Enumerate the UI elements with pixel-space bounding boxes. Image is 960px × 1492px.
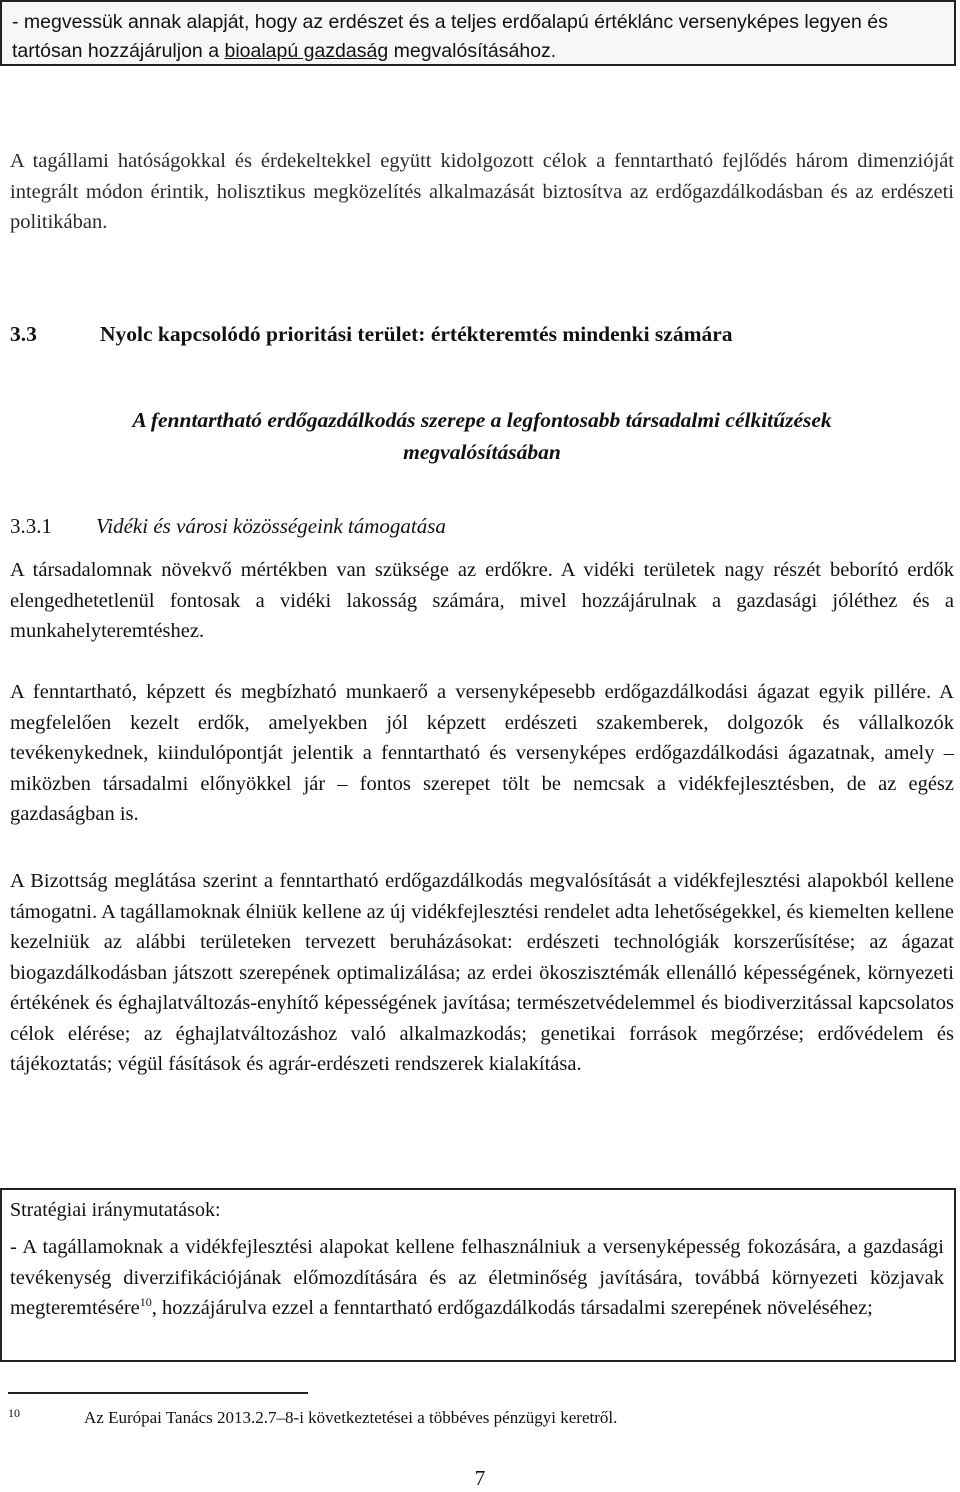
footnote-reference: 10 [139, 1295, 152, 1310]
paragraph-3: A Bizottság meglátása szerint a fenntartható erdőgazdálkodás megvalósítását a vidékfejlesztési alapokból kellene támogatni. A tagállamoknak élniük kellene az új vidékfejlesztési rendelet adta lehetőségekkel, és kiemelten kellene kezelniük az alábbi területeken tervezett beruházásokat: erdészeti technológiák korszerűsítése; az ágazat biogazdálkodásban játszott szerepének optimalizálása; az erdei ökoszisztémák ellenálló képességének, környezeti értékének és éghajlatváltozás-enyhítő képességének javítása; természetvédelemmel és biodiverzitással kapcsolatos célok elérése; az éghajlatváltozáshoz való alkalmazkodás; genetikai források megőrzése; erdővédelem és tájékoztatás; végül fásítások és agrár-erdészeti rendszerek kialakítása. [10, 870, 954, 1075]
subtitle [10, 404, 954, 468]
intro-paragraph: A tagállami hatóságokkal és érdekeltekkel együtt kidolgozott célok a fenntartható fejlődés három dimenzióját integrált módon érintik, holisztikus megközelítés alkalmazását biztosítva az erdőgazdálkodásban és az erdészeti politikában. [10, 150, 954, 233]
footnote-mark: 10 [8, 1406, 20, 1420]
box-line-1: - megvessük annak alapját, hogy az erdészet és a teljes erdőalapú értéklánc versenyképes legyen és [12, 11, 888, 33]
footnote-separator [8, 1392, 308, 1394]
highlighted-text-box [0, 0, 956, 66]
bioeconomy-underlined: bioalapú gazdaság [224, 40, 389, 62]
box-line-2-text: tartósan hozzájáruljon a [12, 40, 225, 62]
subsection-title: Vidéki és városi közösségeink támogatása [96, 514, 446, 538]
section-heading [10, 322, 954, 347]
strategy-bullet-end: , hozzájárulva ezzel a fenntartható erdőgazdálkodás társadalmi szerepének növeléséhez; [151, 1297, 873, 1319]
paragraph-1: A társadalomnak növekvő mértékben van szüksége az erdőkre. A vidéki területek nagy részét beborító erdők elengedhetetlenül fontosak a vidéki lakosság számára, mivel hozzájárulnak a gazdasági jóléthez és a munkahelyteremtéshez. [10, 559, 954, 642]
section-title: Nyolc kapcsolódó prioritási terület: értékteremtés mindenki számára [100, 322, 733, 346]
box-line-2 [12, 37, 944, 66]
page-number: 7 [474, 1466, 486, 1490]
paragraph-2: A fenntartható, képzett és megbízható munkaerő a versenyképesebb erdőgazdálkodási ágazat egyik pillére. A megfelelően kezelt erdők, amelyekben jól képzett erdészeti szakemberek, dolgozók és vállalkozók tevékenykednek, kiindulópontját jelentik a fenntartható és versenyképes erdőgazdálkodási ágazatnak, amely – miközben társadalmi előnyökkel jár – fontos szerepet tölt be nemcsak a vidékfejlesztésben, de az egész gazdaságban is. [10, 681, 954, 825]
section-number: 3.3 [10, 322, 37, 346]
box-line-2-end: megvalósításához. [388, 40, 557, 62]
strategy-bullet-text: - A tagállamoknak a vidékfejlesztési alapokat kellene felhasználniuk a versenyképesség fokozására, a gazdasági tevékenység diverzifikációjának előmozdítására és az életminőség javítására, továbbá környezeti közjavak megteremtésére [10, 1236, 944, 1319]
subtitle-line-1: A fenntartható erdőgazdálkodás szerepe a legfontosabb társadalmi célkitűzések [132, 408, 832, 432]
strategy-title: Stratégiai iránymutatások: [10, 1199, 221, 1221]
footnote-text: Az Európai Tanács 2013.2.7–8-i következtetései a többéves pénzügyi keretről. [84, 1408, 618, 1427]
subtitle-line-2: megvalósításában [403, 440, 561, 464]
strategy-box [0, 1188, 956, 1362]
subsection-number: 3.3.1 [10, 514, 52, 538]
subsection-heading [10, 514, 446, 539]
strategy-bullet [10, 1232, 944, 1324]
